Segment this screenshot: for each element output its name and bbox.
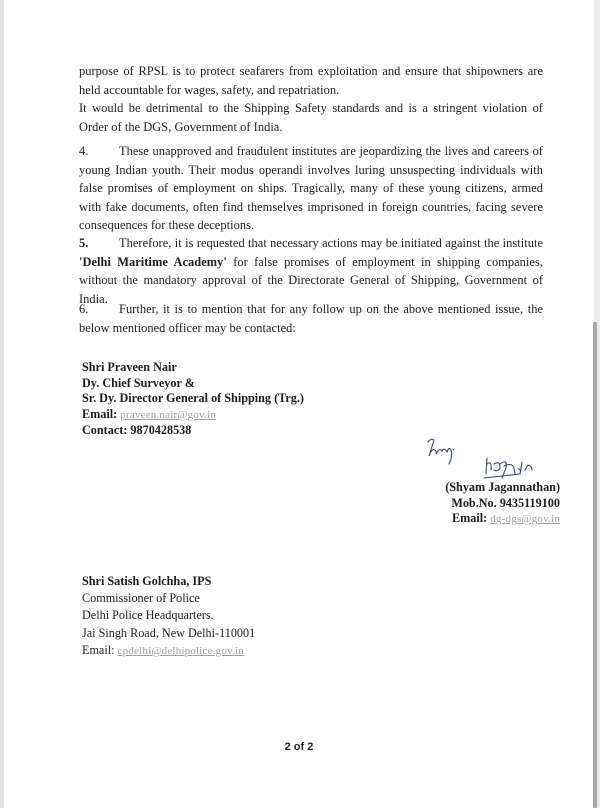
- paragraph-6: [79, 300, 543, 337]
- institute-name: 'Delhi Maritime Academy': [79, 254, 227, 269]
- contact-label: Contact:: [82, 423, 128, 438]
- scrollbar-thumb[interactable]: [593, 322, 597, 808]
- paragraph-number: 4.: [79, 144, 89, 158]
- paragraph-number: 5.: [79, 236, 89, 250]
- recipient-block: [82, 573, 255, 660]
- email-label: Email:: [451, 511, 488, 526]
- continuation-text-2: It would be detrimental to the Shipping Safety standards and is a stringent violation of Order of the DGS, Government of India.: [79, 101, 543, 134]
- officer-contact-line: [82, 423, 304, 439]
- signatory-mobile-line: [420, 496, 560, 512]
- recipient-address: Jai Singh Road, New Delhi-110001: [82, 625, 256, 640]
- continuation-paragraph: [79, 62, 543, 136]
- paragraph-text: Further, it is to mention that for any follow up on the above mentioned issue, the below mentioned officer may be contacted:: [79, 302, 543, 335]
- signature-icon: [422, 434, 562, 484]
- recipient-designation: Commissioner of Police: [82, 591, 200, 606]
- paragraph-text: Therefore, it is requested that necessary actions may be initiated against the institute: [119, 236, 543, 250]
- signatory-name: (Shyam Jagannathan): [445, 480, 560, 494]
- officer-name: Shri Praveen Nair: [82, 360, 177, 374]
- recipient-name: Shri Satish Golchha, IPS: [82, 574, 212, 588]
- officer-designation: Dy. Chief Surveyor &: [82, 375, 195, 390]
- contact-officer-block: [82, 360, 304, 439]
- paragraph-text-cont: for false promises of employment in shipping companies, without the mandatory approval of the Directorate General of Shipping, Government of India.: [79, 254, 543, 306]
- email-label: Email:: [82, 406, 118, 421]
- officer-email-line: [82, 407, 304, 424]
- paragraph-text: These unapproved and fraudulent institutes are jeopardizing the lives and careers of young Indian youth. Their modus operandi involves luring unsuspecting individuals with false promises of employment on ships. Tragically, many of these young citizens, armed with fake documents, often find themselves imprisoned in foreign countries, facing severe consequences for these deceptions.: [79, 144, 543, 233]
- page-indicator: 2 of 2: [284, 741, 314, 753]
- paragraph-4: [79, 142, 543, 235]
- handwritten-signature: [422, 434, 562, 484]
- recipient-email-link[interactable]: cpdelhi@delhipolice.gov.in: [117, 644, 244, 657]
- officer-email-link[interactable]: praveen.nair@gov.in: [120, 408, 216, 421]
- signatory-mobile: 9435119100: [499, 495, 560, 510]
- signatory-email-link[interactable]: dg-dgs@gov.in: [490, 513, 560, 526]
- continuation-text: purpose of RPSL is to protect seafarers from exploitation and ensure that shipowners are held accountable for wages, safety, and repatriation.: [79, 64, 543, 97]
- signatory-email-line: [420, 511, 560, 528]
- recipient-email-line: [82, 642, 255, 660]
- paragraph-number: 6.: [79, 302, 89, 316]
- document-page: [4, 0, 594, 808]
- email-label: Email:: [82, 642, 115, 657]
- signatory-block: [420, 480, 560, 528]
- officer-phone: 9870428538: [130, 423, 192, 438]
- mobile-label: Mob.No.: [451, 495, 497, 510]
- paragraph-5: [79, 234, 543, 308]
- recipient-office: Delhi Police Headquarters.: [82, 608, 214, 623]
- officer-designation-2: Sr. Dy. Director General of Shipping (Trg.): [82, 391, 304, 406]
